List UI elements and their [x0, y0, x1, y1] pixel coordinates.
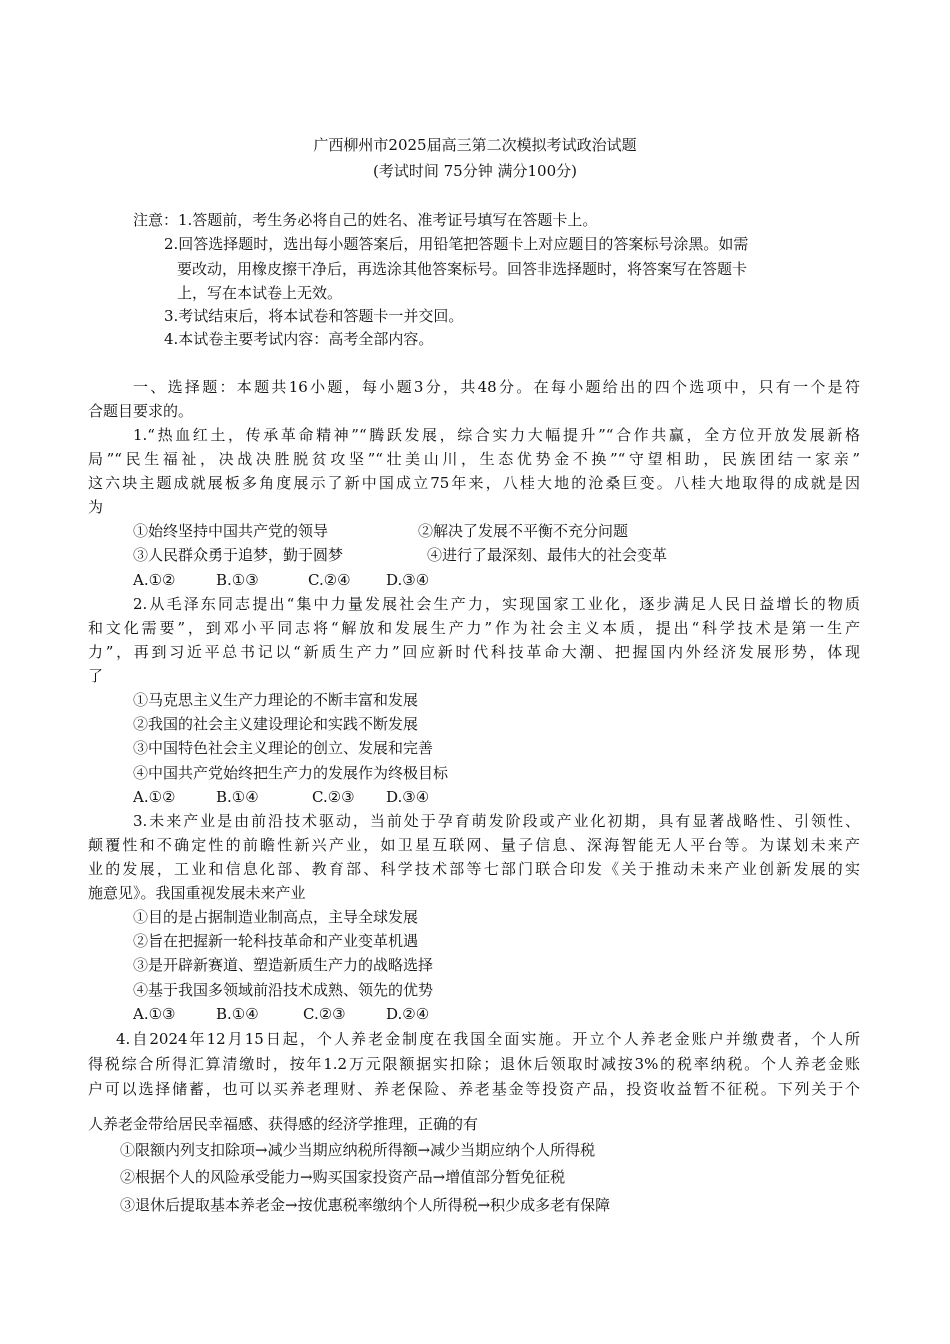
- q1-choice-c: C.②④: [308, 571, 351, 589]
- q1-stem: 为: [88, 498, 104, 516]
- q1-stem: 1.“热血红土，传承革命精神”“腾跃发展，综合实力大幅提升”“合作共赢，全方位开放发展新格: [133, 426, 860, 444]
- q3-option: ②旨在把握新一轮科技革命和产业变革机遇: [133, 932, 419, 950]
- q2-option: ①马克思主义生产力理论的不断丰富和发展: [133, 691, 419, 709]
- notice-line: 上，写在本试卷上无效。: [177, 284, 343, 302]
- section-heading-cont: 合题目要求的。: [88, 402, 194, 420]
- notice-line: 要改动，用橡皮擦干净后，再选涂其他答案标号。回答非选择题时，将答案写在答题卡: [177, 260, 748, 278]
- notice-line: 2.回答选择题时，选出每小题答案后，用铅笔把答题卡上对应题目的答案标号涂黑。如需: [164, 235, 749, 253]
- q1-stem: 这六块主题成就展板多角度展示了新中国成立75年来，八桂大地的沧桑巨变。八桂大地取得的成就是因: [88, 474, 860, 492]
- notice-line: 注意：1.答题前，考生务必将自己的姓名、准考证号填写在答题卡上。: [133, 211, 598, 229]
- notice-line: 3.考试结束后，将本试卷和答题卡一并交回。: [164, 307, 464, 325]
- q3-stem: 施意见》。我国重视发展未来产业: [88, 884, 306, 902]
- q3-choice-b: B.①④: [216, 1005, 259, 1023]
- q2-choice-b: B.①④: [216, 788, 259, 806]
- q2-option: ②我国的社会主义建设理论和实践不断发展: [133, 715, 419, 733]
- q3-choice-a: A.①③: [133, 1005, 176, 1023]
- q2-stem: 力”，再到习近平总书记以“新质生产力”回应新时代科技革命大潮、把握国内外经济发展形势，体现: [88, 643, 860, 661]
- q4-option: ②根据个人的风险承受能力→购买国家投资产品→增值部分暂免征税: [120, 1168, 566, 1186]
- q4-option: ③退休后提取基本养老金→按优惠税率缴纳个人所得税→积少成多老有保障: [120, 1196, 611, 1214]
- q1-choice-b: B.①③: [216, 571, 259, 589]
- q3-option: ③是开辟新赛道、塑造新质生产力的战略选择: [133, 956, 434, 974]
- notice-line: 4.本试卷主要考试内容：高考全部内容。: [164, 330, 434, 348]
- q1-choice-d: D.③④: [386, 571, 430, 589]
- q2-choice-a: A.①②: [133, 788, 176, 806]
- q3-choice-c: C.②③: [303, 1005, 346, 1023]
- q1-option: ③人民群众勇于追梦，勤于圆梦: [133, 546, 344, 564]
- q3-stem: 颠覆性和不确定性的前瞻性新兴产业，如卫星互联网、量子信息、深海智能无人平台等。为谋划未来产: [88, 836, 860, 854]
- q3-option: ④基于我国多领域前沿技术成熟、领先的优势: [133, 981, 434, 999]
- q4-option: ①限额内列支扣除项→减少当期应纳税所得额→减少当期应纳个人所得税: [120, 1141, 596, 1159]
- q4-stem: 户可以选择储蓄，也可以买养老理财、养老保险、养老基金等投资产品，投资收益暂不征税。下列关于个: [88, 1080, 860, 1098]
- q1-choice-a: A.①②: [133, 571, 176, 589]
- q3-stem: 3.未来产业是由前沿技术驱动，当前处于孕育萌发阶段或产业化初期，具有显著战略性、引领性、: [133, 812, 860, 830]
- q4-stem: 4.自2024年12月15日起，个人养老金制度在我国全面实施。开立个人养老金账户并缴费者，个人所: [116, 1030, 860, 1048]
- exam-title: 广西柳州市2025届高三第二次模拟考试政治试题: [313, 136, 637, 154]
- q4-stem: 得税综合所得汇算清缴时，按年1.2万元限额据实扣除；退休后领取时减按3%的税率纳税。个人养老金账: [88, 1055, 860, 1073]
- q2-stem: 2.从毛泽东同志提出“集中力量发展社会生产力，实现国家工业化，逐步满足人民日益增长的物质: [133, 595, 860, 613]
- q2-option: ④中国共产党始终把生产力的发展作为终极目标: [133, 764, 449, 782]
- exam-subtitle: (考试时间 75分钟 满分100分): [373, 162, 577, 180]
- section-heading: 一、选择题：本题共16小题，每小题3分，共48分。在每小题给出的四个选项中，只有一个是符: [133, 378, 860, 396]
- q2-stem: 了: [88, 667, 104, 685]
- q2-choice-c: C.②③: [312, 788, 355, 806]
- q2-option: ③中国特色社会主义理论的创立、发展和完善: [133, 739, 434, 757]
- q1-stem: 局”“民生福祉，决战决胜脱贫攻坚”“壮美山川，生态优势金不换”“守望相助，民族团结一家亲”: [88, 450, 860, 468]
- q2-choice-d: D.③④: [386, 788, 430, 806]
- q1-option: ④进行了最深刻、最伟大的社会变革: [427, 546, 668, 564]
- q3-stem: 业的发展，工业和信息化部、教育部、科学技术部等七部门联合印发《关于推动未来产业创新发展的实: [88, 860, 860, 878]
- q4-stem: 人养老金带给居民幸福感、获得感的经济学推理，正确的有: [88, 1115, 479, 1133]
- q2-stem: 和文化需要”，到邓小平同志将“解放和发展生产力”作为社会主义本质，提出“科学技术是第一生产: [88, 619, 860, 637]
- q1-option: ①始终坚持中国共产党的领导: [133, 522, 329, 540]
- q3-choice-d: D.②④: [386, 1005, 430, 1023]
- q1-option: ②解决了发展不平衡不充分问题: [418, 522, 629, 540]
- q3-option: ①目的是占据制造业制高点，主导全球发展: [133, 908, 419, 926]
